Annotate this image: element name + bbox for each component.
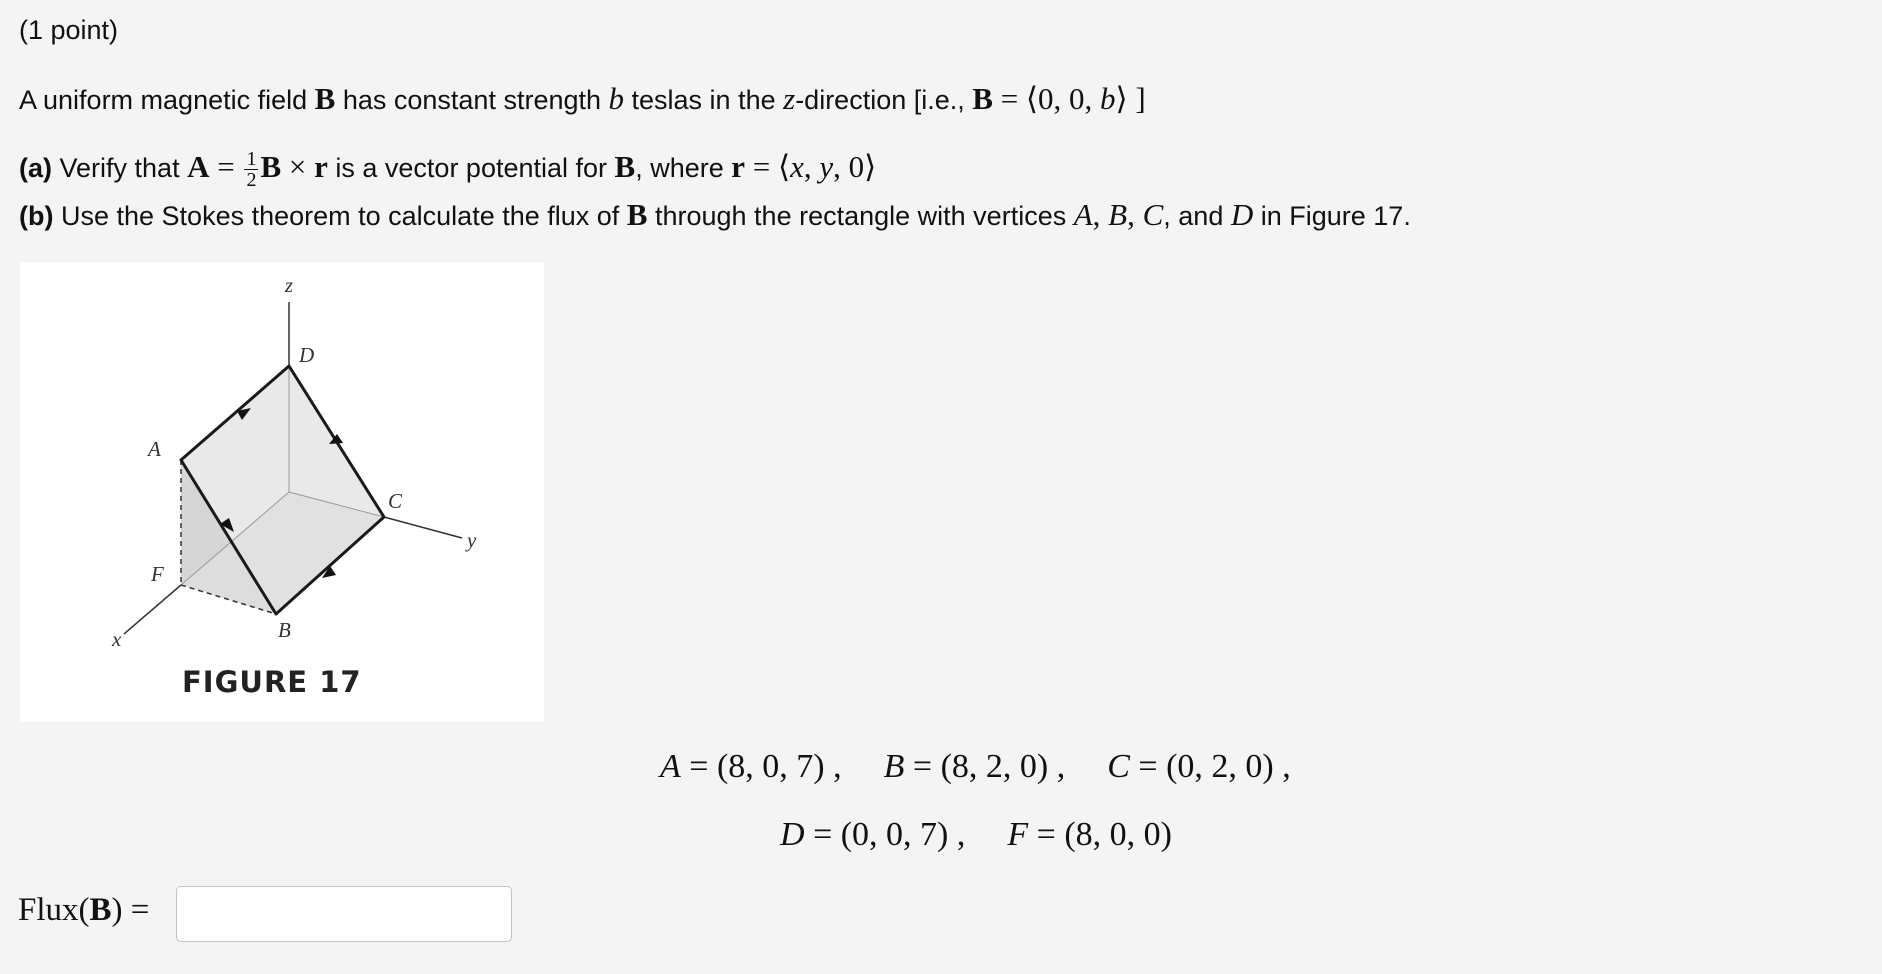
figure-17 xyxy=(20,262,544,722)
axis-label-x: x xyxy=(112,627,122,651)
part-b-text: (b) Use the Stokes theorem to calculate the flux of B through the rectangle with vertices A, B, C, and D in Figure 17. xyxy=(19,197,1411,232)
axis-label-y: y xyxy=(467,528,477,552)
points-label: (1 point) xyxy=(19,15,119,45)
part-a-text: (a) Verify that A = $\frac{1}{2}$ B × r is a vector potential for B, where r = ⟨x, y, 0⟩ xyxy=(19,148,877,192)
vertex-label-D: D xyxy=(299,343,315,367)
coordinates-row-1: A = (8, 0, 7) , B = (8, 2, 0) , C = (0, 2, 0) , xyxy=(660,748,1291,785)
vertex-label-F: F xyxy=(151,562,164,586)
vertex-label-A: A xyxy=(148,437,161,461)
figure-caption: FIGURE 17 xyxy=(182,665,362,699)
axis-label-z: z xyxy=(284,273,294,297)
flux-label: Flux(B) = xyxy=(18,892,150,928)
intro-text: A uniform magnetic field B has constant strength b teslas in the z-direction [i.e., B = ⟨0, 0, b⟩ ] xyxy=(19,81,1146,116)
vertex-label-C: C xyxy=(388,489,403,513)
flux-answer-input[interactable] xyxy=(176,886,512,942)
part-a-label: (a) xyxy=(19,153,52,183)
figure-axis-y xyxy=(384,517,462,538)
vertex-label-B: B xyxy=(278,618,291,642)
part-b-label: (b) xyxy=(19,201,54,231)
figure-axis-x xyxy=(124,585,181,634)
coordinates-row-2: D = (0, 0, 7) , F = (8, 0, 0) xyxy=(780,816,1172,853)
one-half-fraction: $\frac{1}{2}$ xyxy=(246,148,257,192)
